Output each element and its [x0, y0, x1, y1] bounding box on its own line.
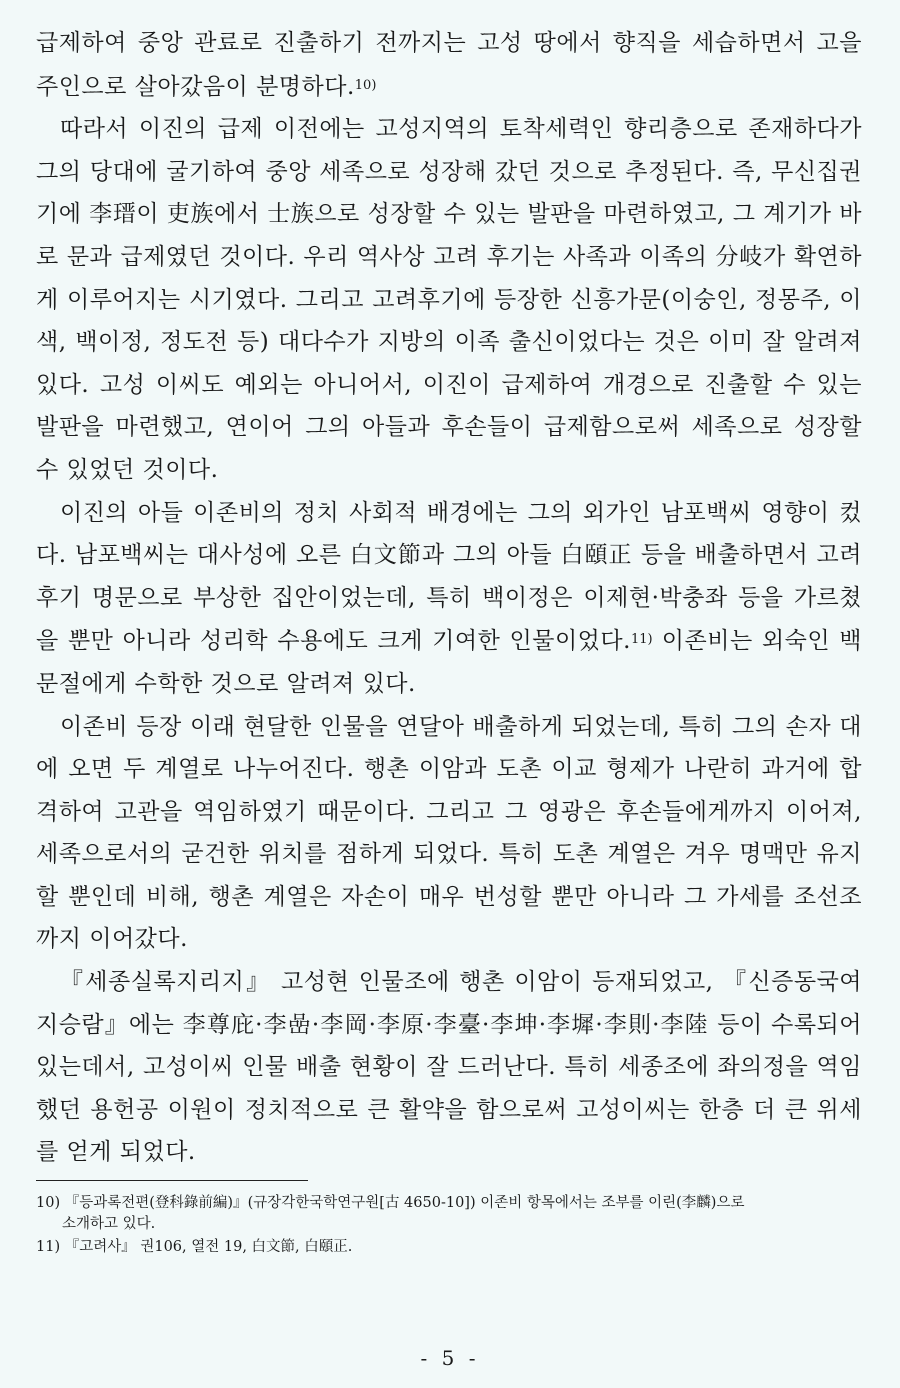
footnote-10-text: 『등과록전편(登科錄前編)』(규장각한국학연구원[古 4650-10]) 이존비 항목에서는 조부를 이린(李麟)으로	[64, 1195, 745, 1211]
footnote-10-number: 10)	[36, 1195, 61, 1211]
footnote-11-number: 11)	[36, 1239, 61, 1255]
paragraph-4-text: 이존비 등장 이래 현달한 인물을 연달아 배출하게 되었는데, 특히 그의 손자 대에 오면 두 계열로 나누어진다. 행촌 이암과 도촌 이교 형제가 나란히 과거에 합격하여 고관을 역임하였기 때문이다. 그리고 그 영광은 후손들에게까지 이어져, 세족으로서의 굳건한 위치를 점하게 되었다. 특히 도촌 계열은 겨우 명맥만 유지할 뿐인데 비해, 행촌 계열은 자손이 매우 번성할 뿐만 아니라 그 가세를 조선조까지 이어갔다.	[36, 713, 862, 953]
paragraph-4	[36, 706, 862, 962]
paragraph-3-text-before: 이진의 아들 이존비의 정치 사회적 배경에는 그의 외가인 남포백씨 영향이 컸다. 남포백씨는 대사성에 오른 白文節과 그의 아들 白頤正 등을 배출하면서 고려후기 명문으로 부상한 집안이었는데, 특히 백이정은 이제현·박충좌 등을 가르쳤을 뿐만 아니라 성리학 수용에도 크게 기여한 인물이었다.	[36, 499, 862, 655]
paragraph-5-text: 『세종실록지리지』 고성현 인물조에 행촌 이암이 등재되었고, 『신증동국여지승람』에는 李尊庇·李嵒·李岡·李原·李臺·李坤·李墀·李則·李陸 등이 수록되어 있는데서, 고성이씨 인물 배출 현황이 잘 드러난다. 특히 세종조에 좌의정을 역임했던 용헌공 이원이 정치적으로 큰 활약을 함으로써 고성이씨는 한층 더 큰 위세를 얻게 되었다.	[36, 969, 862, 1166]
footnote-10-continuation: 소개하고 있다.	[62, 1216, 156, 1232]
page-number: - 5 -	[420, 1346, 480, 1370]
footnote-10	[36, 1193, 862, 1235]
footnote-11	[36, 1237, 862, 1258]
footnotes	[36, 1193, 862, 1260]
paragraph-2-text: 따라서 이진의 급제 이전에는 고성지역의 토착세력인 향리층으로 존재하다가 그의 당대에 굴기하여 중앙 세족으로 성장해 갔던 것으로 추정된다. 즉, 무신집권기에 李瑨이 吏族에서 士族으로 성장할 수 있는 발판을 마련하였고, 그 계기가 바로 문과 급제였던 것이다. 우리 역사상 고려 후기는 사족과 이족의 分岐가 확연하게 이루어지는 시기였다. 그리고 고려후기에 등장한 신흥가문(이숭인, 정몽주, 이색, 백이정, 정도전 등) 대다수가 지방의 이족 출신이었다는 것은 이미 잘 알려져 있다. 고성 이씨도 예외는 아니어서, 이진이 급제하여 개경으로 진출할 수 있는 발판을 마련했고, 연이어 그의 아들과 후손들이 급제함으로써 세족으로 성장할 수 있었던 것이다.	[36, 116, 862, 483]
footnote-11-text: 『고려사』 권106, 열전 19, 白文節, 白頤正.	[64, 1239, 353, 1255]
paragraph-1-text: 급제하여 중앙 관료로 진출하기 전까지는 고성 땅에서 향직을 세습하면서 고을 주인으로 살아갔음이 분명하다.	[36, 30, 862, 100]
footnote-ref-11: 11)	[630, 632, 653, 648]
footnote-ref-10: 10)	[354, 77, 377, 93]
paragraph-3	[36, 492, 862, 706]
paragraph-3-text-after: 이존비는 외숙인 백문절에게 수학한 것으로 알려져 있다.	[36, 628, 862, 697]
paragraph-1	[36, 22, 862, 108]
paragraph-5	[36, 961, 862, 1174]
body-text	[36, 22, 862, 1174]
footnote-divider	[36, 1180, 308, 1181]
paragraph-2	[36, 108, 862, 491]
